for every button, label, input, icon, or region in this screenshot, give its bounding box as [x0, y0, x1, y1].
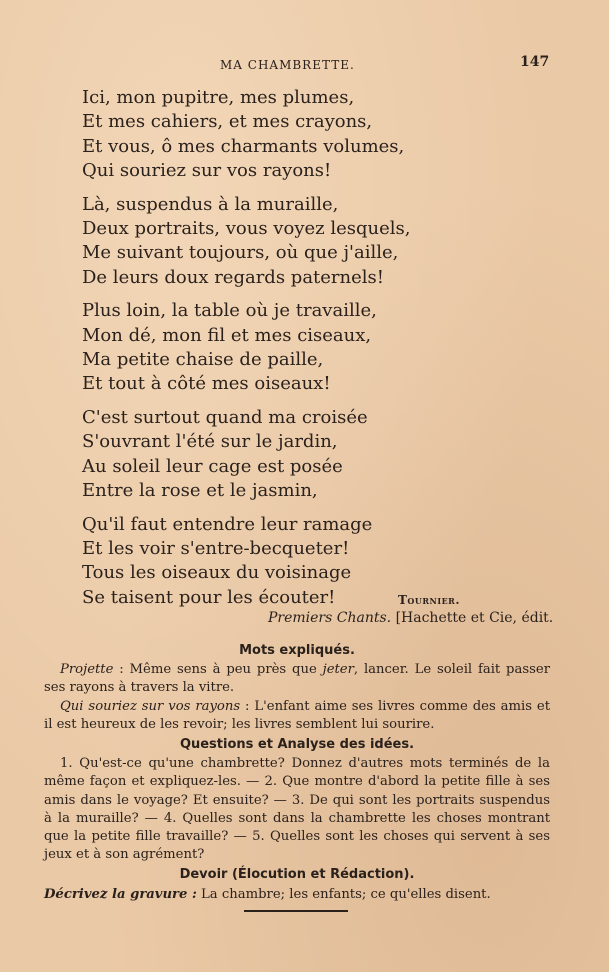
stanza	[82, 193, 542, 291]
poem-line: De leurs doux regards paternels!	[82, 266, 385, 288]
stanza	[82, 406, 542, 504]
mots-term: Qui souriez sur vos rayons	[60, 698, 241, 714]
devoir-title: Devoir (Élocution et Rédaction).	[179, 867, 415, 883]
source-title: Premiers Chants.	[268, 610, 392, 626]
poem-line: Tous les oiseaux du voisinage	[82, 562, 352, 584]
page-number: 147	[520, 54, 550, 70]
closing-rule	[244, 910, 348, 912]
poem-line: Au soleil leur cage est posée	[82, 455, 343, 477]
poem-line: Et mes cahiers, et mes crayons,	[82, 111, 373, 133]
mots-entry	[44, 661, 550, 697]
publisher: [Hachette et Cie, édit.	[391, 610, 554, 626]
mots-title: Mots expliqués.	[239, 643, 355, 658]
mots-text: : Même sens à peu près que	[113, 662, 323, 678]
poem-line: Entre la rose et le jasmin,	[82, 480, 318, 502]
mots-term: Projette	[60, 662, 114, 678]
poem-line: Deux portraits, vous voyez lesquels,	[82, 218, 411, 240]
poem-line: Et tout à côté mes oiseaux!	[82, 373, 331, 395]
poem-author: Tournier.	[398, 593, 461, 607]
stanza	[82, 513, 542, 611]
poem-line: Se taisent pour les écouter!	[82, 586, 336, 608]
mots-text: , lancer. Le soleil fait passer ses rayons à travers la vitre.	[44, 662, 550, 696]
poem-line: Ma petite chaise de paille,	[82, 349, 324, 371]
poem-line: Qui souriez sur vos rayons!	[82, 160, 332, 182]
poem-line: Et les voir s'entre-becqueter!	[82, 537, 350, 559]
questions-title: Questions et Analyse des idées.	[179, 737, 415, 753]
poem-line: Là, suspendus à la muraille,	[82, 193, 339, 215]
poem-line: C'est surtout quand ma croisée	[82, 406, 368, 428]
mots-entry	[44, 698, 550, 734]
exercises	[44, 640, 550, 904]
devoir-text: La chambre; les enfants; ce qu'elles disent.	[196, 886, 491, 902]
mots-text: : L'enfant aime ses livres comme des amis et il est heureux de les revoir; les livres semblent lui sourire.	[44, 698, 550, 732]
running-title: MA CHAMBRETTE.	[220, 58, 355, 72]
poem-line: Me suivant toujours, où que j'aille,	[82, 242, 399, 264]
poem-line: Mon dé, mon fil et mes ciseaux,	[82, 324, 372, 346]
poem-line: Plus loin, la table où je travaille,	[82, 300, 377, 322]
stanza	[82, 299, 542, 397]
poem	[82, 86, 542, 619]
stanza	[82, 86, 542, 184]
devoir-assignment	[44, 886, 550, 904]
poem-line: Qu'il faut entendre leur ramage	[82, 513, 373, 535]
poem-line: Et vous, ô mes charmants volumes,	[82, 135, 405, 157]
poem-source	[268, 610, 553, 626]
questions-text: 1. Qu'est-ce qu'une chambrette? Donnez d'autres mots terminés de la même façon et expliquez-les. — 2. Que montre d'abord la petite fille à ses amis dans le voyage? Et ensuite? — 3. De qui sont les portraits suspendus à la muraille? — 4. Quelles sont dans la chambrette les choses montrant que la petite fille travaille? — 5. Quelles sont les choses qui servent à ses jeux et à son agrément?	[44, 756, 550, 863]
mots-term: jeter	[322, 662, 354, 678]
poem-line: Ici, mon pupitre, mes plumes,	[82, 87, 355, 108]
poem-line: S'ouvrant l'été sur le jardin,	[82, 431, 338, 453]
devoir-label: Décrivez la gravure :	[44, 886, 197, 902]
